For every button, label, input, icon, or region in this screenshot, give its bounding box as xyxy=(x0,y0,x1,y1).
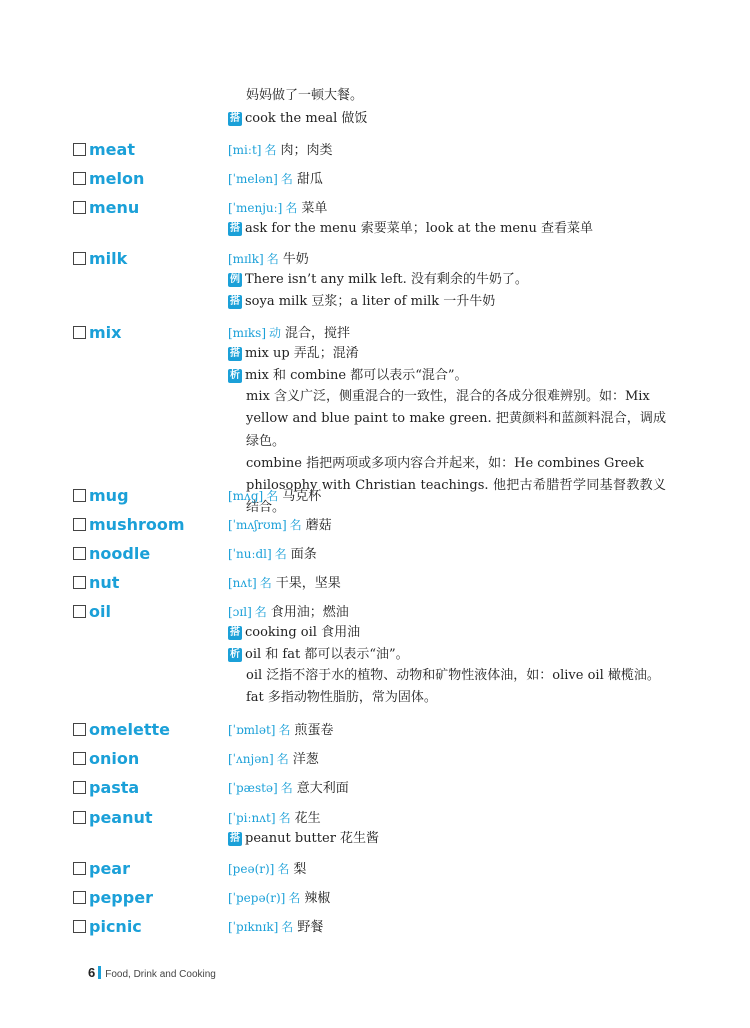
part-of-speech: 名 xyxy=(278,723,291,737)
collocation-tag-icon: 搭 xyxy=(230,833,240,844)
phonetic: [ˈpæstə] xyxy=(228,781,278,795)
collocation-text: ask for the menu 索要菜单；look at the menu 查看菜单 xyxy=(245,221,593,236)
headword-text: oil xyxy=(89,602,111,621)
headword xyxy=(73,199,139,217)
headword xyxy=(73,750,139,768)
headword xyxy=(73,860,130,878)
phonetic: [mɪlk] xyxy=(228,252,264,266)
definition xyxy=(228,779,349,798)
headword-text: pasta xyxy=(89,778,140,797)
definition xyxy=(228,199,327,218)
collocation-line xyxy=(228,293,495,311)
checkbox-icon[interactable] xyxy=(73,576,86,589)
collocation-line xyxy=(228,624,360,642)
part-of-speech: 名 xyxy=(280,172,293,186)
definition xyxy=(228,860,306,879)
example-tag-icon: 例 xyxy=(230,274,240,285)
checkbox-icon[interactable] xyxy=(73,143,86,156)
checkbox-icon[interactable] xyxy=(73,723,86,736)
meaning: 蘑菇 xyxy=(305,518,332,533)
part-of-speech: 名 xyxy=(274,547,287,561)
meaning: 马克杯 xyxy=(282,489,322,504)
collocation-tag-icon: 搭 xyxy=(230,113,240,124)
checkbox-icon[interactable] xyxy=(73,201,86,214)
analysis-paragraph-line: yellow and blue paint to make green. 把黄颜料和蓝颜料混合，调成绿色。 xyxy=(246,411,666,449)
checkbox-icon[interactable] xyxy=(73,862,86,875)
meaning: 菜单 xyxy=(301,201,328,216)
meaning: 混合，搅拌 xyxy=(285,326,351,341)
collocation-tag-icon: 搭 xyxy=(230,348,240,359)
definition xyxy=(228,324,350,343)
part-of-speech: 名 xyxy=(281,920,294,934)
definition xyxy=(228,574,341,593)
collocation-tag-icon: 搭 xyxy=(230,296,240,307)
analysis-paragraph-line: oil 泛指不溶于水的植物、动物和矿物性液体油，如：olive oil 橄榄油。 xyxy=(246,668,660,683)
collocation-text: peanut butter 花生酱 xyxy=(245,831,380,846)
headword xyxy=(73,516,185,534)
meaning: 洋葱 xyxy=(292,752,319,767)
headword xyxy=(73,141,135,159)
checkbox-icon[interactable] xyxy=(73,489,86,502)
headword xyxy=(73,170,144,188)
phonetic: [ˈpepə(r)] xyxy=(228,891,286,905)
continuation-collocation xyxy=(228,110,367,128)
section-title: Food, Drink and Cooking xyxy=(105,969,216,980)
headword-text: pepper xyxy=(89,888,153,907)
phonetic: [ˈnuːdl] xyxy=(228,547,272,561)
headword xyxy=(73,721,170,739)
meaning: 意大利面 xyxy=(296,781,349,796)
analysis-text: oil 和 fat 都可以表示“油”。 xyxy=(245,647,409,662)
continuation-text: 妈妈做了一顿大餐。 xyxy=(246,88,364,103)
headword-text: mix xyxy=(89,323,122,342)
headword-text: menu xyxy=(89,198,140,217)
phonetic: [peə(r)] xyxy=(228,862,275,876)
headword-text: mug xyxy=(89,486,129,505)
headword-text: milk xyxy=(89,249,128,268)
definition xyxy=(228,250,309,269)
headword xyxy=(73,250,127,268)
meaning: 野餐 xyxy=(297,920,324,935)
meaning: 干果，坚果 xyxy=(275,576,341,591)
checkbox-icon[interactable] xyxy=(73,891,86,904)
meaning: 牛奶 xyxy=(282,252,309,267)
example-line xyxy=(228,271,528,289)
part-of-speech: 动 xyxy=(269,326,282,340)
checkbox-icon[interactable] xyxy=(73,920,86,933)
example-text: There isn’t any milk left. 没有剩余的牛奶了。 xyxy=(245,272,528,287)
definition xyxy=(228,545,317,564)
meaning: 煎蛋卷 xyxy=(294,723,334,738)
headword xyxy=(73,324,121,342)
headword-text: melon xyxy=(89,169,145,188)
part-of-speech: 名 xyxy=(254,605,267,619)
phonetic: [ˈpɪknɪk] xyxy=(228,920,279,934)
headword xyxy=(73,603,111,621)
part-of-speech: 名 xyxy=(259,576,272,590)
meaning: 花生 xyxy=(294,811,321,826)
analysis-paragraph xyxy=(246,665,686,710)
phonetic: [ˈmelən] xyxy=(228,172,278,186)
analysis-text: mix 和 combine 都可以表示“混合”。 xyxy=(245,368,468,383)
collocation-text: mix up 弄乱；混淆 xyxy=(245,346,359,361)
meaning: 肉；肉类 xyxy=(280,143,333,158)
phonetic: [ˈmenjuː] xyxy=(228,201,283,215)
definition xyxy=(228,809,321,828)
checkbox-icon[interactable] xyxy=(73,172,86,185)
meaning: 面条 xyxy=(290,547,317,562)
checkbox-icon[interactable] xyxy=(73,518,86,531)
definition xyxy=(228,750,319,769)
headword-text: peanut xyxy=(89,808,153,827)
analysis-tag-icon: 析 xyxy=(230,370,240,381)
checkbox-icon[interactable] xyxy=(73,752,86,765)
checkbox-icon[interactable] xyxy=(73,547,86,560)
collocation-line xyxy=(228,345,359,363)
headword xyxy=(73,545,150,563)
headword xyxy=(73,918,142,936)
headword-text: picnic xyxy=(89,917,142,936)
part-of-speech: 名 xyxy=(266,489,279,503)
headword-text: onion xyxy=(89,749,140,768)
headword-text: omelette xyxy=(89,720,170,739)
collocation-tag-icon: 搭 xyxy=(230,223,240,234)
phonetic: [ˈɒmlət] xyxy=(228,723,276,737)
collocation-line xyxy=(228,220,593,238)
analysis-tag-icon: 析 xyxy=(230,649,240,660)
headword-text: nut xyxy=(89,573,120,592)
phonetic: [ˈʌnjən] xyxy=(228,752,274,766)
part-of-speech: 名 xyxy=(288,891,301,905)
page-number: 6 xyxy=(88,965,96,980)
definition xyxy=(228,721,334,740)
checkbox-icon[interactable] xyxy=(73,326,86,339)
headword xyxy=(73,487,129,505)
checkbox-icon[interactable] xyxy=(73,252,86,265)
part-of-speech: 名 xyxy=(276,752,289,766)
analysis-paragraph-line: fat 多指动物性脂肪，常为固体。 xyxy=(246,690,437,706)
collocation-text: cook the meal 做饭 xyxy=(245,111,368,126)
headword xyxy=(73,889,153,907)
definition xyxy=(228,170,323,189)
definition xyxy=(228,918,323,937)
headword xyxy=(73,779,139,797)
checkbox-icon[interactable] xyxy=(73,811,86,824)
checkbox-icon[interactable] xyxy=(73,781,86,794)
definition xyxy=(228,889,330,908)
headword-text: noodle xyxy=(89,544,151,563)
definition xyxy=(228,141,332,160)
analysis-paragraph-line: combine 指把两项或多项内容合并起来，如：He combines Greek xyxy=(246,455,644,471)
definition xyxy=(228,516,332,535)
definition xyxy=(228,487,321,506)
part-of-speech: 名 xyxy=(289,518,302,532)
analysis-paragraph-line: philosophy with Christian teachings. 他把古希腊哲学同基督教教义结合。 xyxy=(246,478,666,516)
meaning: 梨 xyxy=(293,862,307,877)
analysis-line xyxy=(228,367,468,385)
phonetic: [ɔɪl] xyxy=(228,605,252,619)
headword-text: mushroom xyxy=(89,515,185,534)
checkbox-icon[interactable] xyxy=(73,605,86,618)
definition xyxy=(228,603,349,622)
phonetic: [ˈpiːnʌt] xyxy=(228,811,276,825)
part-of-speech: 名 xyxy=(264,143,277,157)
phonetic: [mʌg] xyxy=(228,489,264,503)
footer-divider xyxy=(98,966,101,979)
phonetic: [mɪks] xyxy=(228,326,267,340)
meaning: 食用油；燃油 xyxy=(270,605,349,620)
page-footer xyxy=(88,965,216,980)
analysis-line xyxy=(228,646,409,664)
meaning: 辣椒 xyxy=(304,891,331,906)
headword xyxy=(73,574,119,592)
part-of-speech: 名 xyxy=(277,862,290,876)
part-of-speech: 名 xyxy=(285,201,298,215)
phonetic: [miːt] xyxy=(228,143,262,157)
phonetic: [ˈmʌʃrʊm] xyxy=(228,518,287,532)
part-of-speech: 名 xyxy=(280,781,293,795)
phonetic: [nʌt] xyxy=(228,576,257,590)
headword xyxy=(73,809,153,827)
headword-text: meat xyxy=(89,140,135,159)
collocation-tag-icon: 搭 xyxy=(230,627,240,638)
part-of-speech: 名 xyxy=(278,811,291,825)
part-of-speech: 名 xyxy=(266,252,279,266)
collocation-text: cooking oil 食用油 xyxy=(245,625,361,640)
analysis-paragraph-line: mix 含义广泛，侧重混合的一致性，混合的各成分很难辨别。如：Mix xyxy=(246,389,650,404)
collocation-text: soya milk 豆浆；a liter of milk 一升牛奶 xyxy=(245,294,496,309)
collocation-line xyxy=(228,830,379,848)
meaning: 甜瓜 xyxy=(296,172,323,187)
headword-text: pear xyxy=(89,859,130,878)
